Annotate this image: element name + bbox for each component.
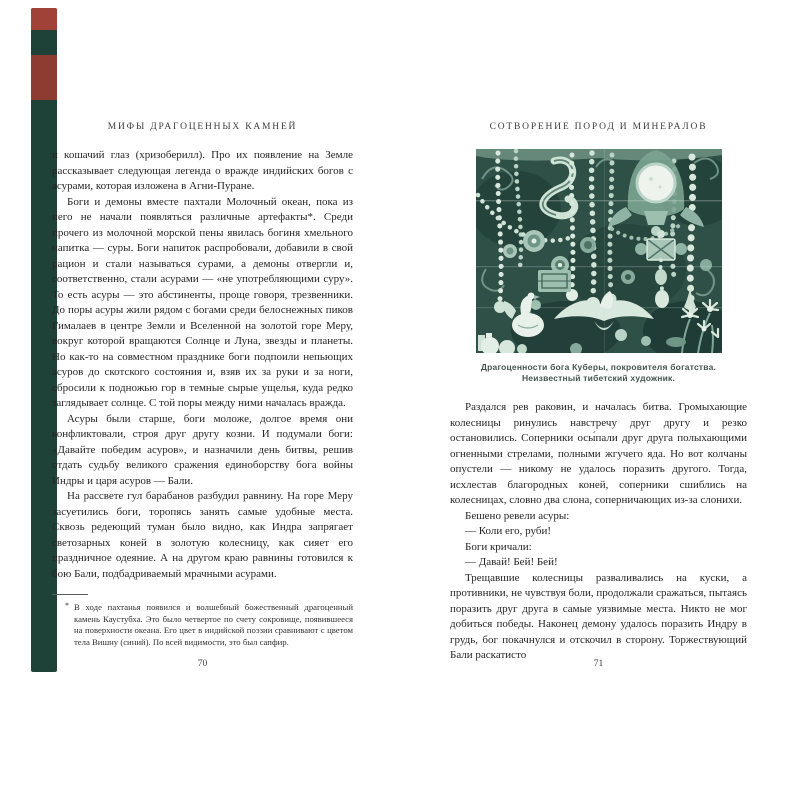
kubera-jewels-illustration bbox=[476, 149, 722, 353]
illustration-caption bbox=[450, 362, 747, 384]
footnote bbox=[52, 594, 353, 648]
treasure-plaque bbox=[538, 270, 571, 292]
body-paragraph: и кошачий глаз (хризоберилл). Про их появление на Земле рассказывает следующая легенда о вражде индийских богов с асурами, которая изложена в Агни-Пуране. bbox=[52, 149, 353, 192]
dialogue-line: Боги кричали: bbox=[465, 540, 532, 553]
caption-line-2: Неизвестный тибетский художник. bbox=[521, 373, 676, 383]
footnote-divider bbox=[52, 594, 88, 595]
cover-edge-red-mid bbox=[31, 55, 57, 100]
dialogue-line: — Коли его, руби! bbox=[465, 525, 551, 537]
footnote-text: В ходе пахтанья появился и волшебный божественный драгоценный камень Каустубха. Это было четвертое по счету сокровище, появившееся на поверхности океана. Его цвет в индийской поэзии сравнивают с цветом тела Вишну (синий). По всей видимости, это был сапфир. bbox=[74, 602, 353, 647]
body-paragraph: Трещавшие колесницы разваливались на куски, а противники, не чувствуя боли, продолжали сражаться, пытаясь поразить друг друга в самые уязвимые места. Никто не мог добиться победы. Наконец демону удалось поразить Индру в грудь, бог покачнулся и отскочил в сторону. Торжествующий Бали раскатисто bbox=[450, 571, 747, 661]
footnote-body bbox=[52, 602, 353, 648]
dialogue-line: — Давай! Бей! Бей! bbox=[465, 556, 558, 568]
running-head-left: МИФЫ ДРАГОЦЕННЫХ КАМНЕЙ bbox=[107, 122, 298, 132]
cover-edge-red-top bbox=[31, 8, 57, 30]
page-number-left: 70 bbox=[197, 659, 208, 669]
dialogue-line: Бешено ревели асуры: bbox=[465, 509, 570, 522]
running-head-right: СОТВОРЕНИЕ ПОРОД И МИНЕРАЛОВ bbox=[489, 122, 708, 132]
body-paragraph: Боги и демоны вместе пахтали Молочный океан, пока из него не начали появляться различные артефакты*. Среди прочего из молочной морской пены явилась богиня хмельного напитка — суры. Боги напиток распробовали, добавили в свой рацион и стали называться сурами, а демоны отвергли и, соответственно, стали асурами — «не употребляющими суру». То есть асуры — это абстиненты, проще говоря, трезвенники. До поры асуры жили рядом с богами среди белоснежных пиков Гималаев в центре Земли и Вселенной на золотой горе Меру, вокруг которой вращаются Солнце и Луна, звезды и планеты. Но как-то на совместном празднике боги подпоили непьющих асуров до скотского состояния и, взяв их за руки и за ноги, сбросили к подножью гор в темные сырые ущелья, куда редко заглядывает солнце. С той поры между ними началась вражда. bbox=[52, 195, 353, 409]
page-number-right: 71 bbox=[593, 659, 604, 669]
body-paragraph: На рассвете гул барабанов разбудил равнину. На горе Меру засуетились боги, торопясь занять самые удобные места. Сквозь редеющий туман было видно, как Индра запрягает светозарных коней в золотую колесницу, как сияет его праздничное одеяние. А на другом краю равнины готовился к бою Бали, подбадриваемый мрачными асурами. bbox=[52, 490, 353, 580]
left-page-body bbox=[52, 148, 353, 582]
right-page-body bbox=[450, 400, 747, 664]
footnote-marker: * bbox=[65, 601, 69, 610]
body-paragraph: Асуры были старше, боги моложе, долгое время они конфликтовали, строя друг другу козни. И подумали боги: «Давайте победим асуров», и назначили день битвы, решив отдать судьбу великого сражения единоборству бога войны Индры и царя асуров — Бали. bbox=[52, 412, 353, 487]
tibetan-painting-graphic bbox=[476, 149, 722, 353]
caption-line-1: Драгоценности бога Куберы, покровителя богатства. bbox=[480, 362, 717, 372]
body-paragraph: Раздался рев раковин, и началась битва. Громыхающие колесницы ринулись навстречу друг другу и резко остановились. Соперники осы́пали друг друга полыхающими огненными стрелами, полными жгучего яда. Но вот колчаны опустели — никому не удалось поразить другого. Тогда, исхлестав благородных коней, соперники сшиблись на колесницах, словно два слона, соперничающих из-за слонихи. bbox=[450, 401, 747, 506]
